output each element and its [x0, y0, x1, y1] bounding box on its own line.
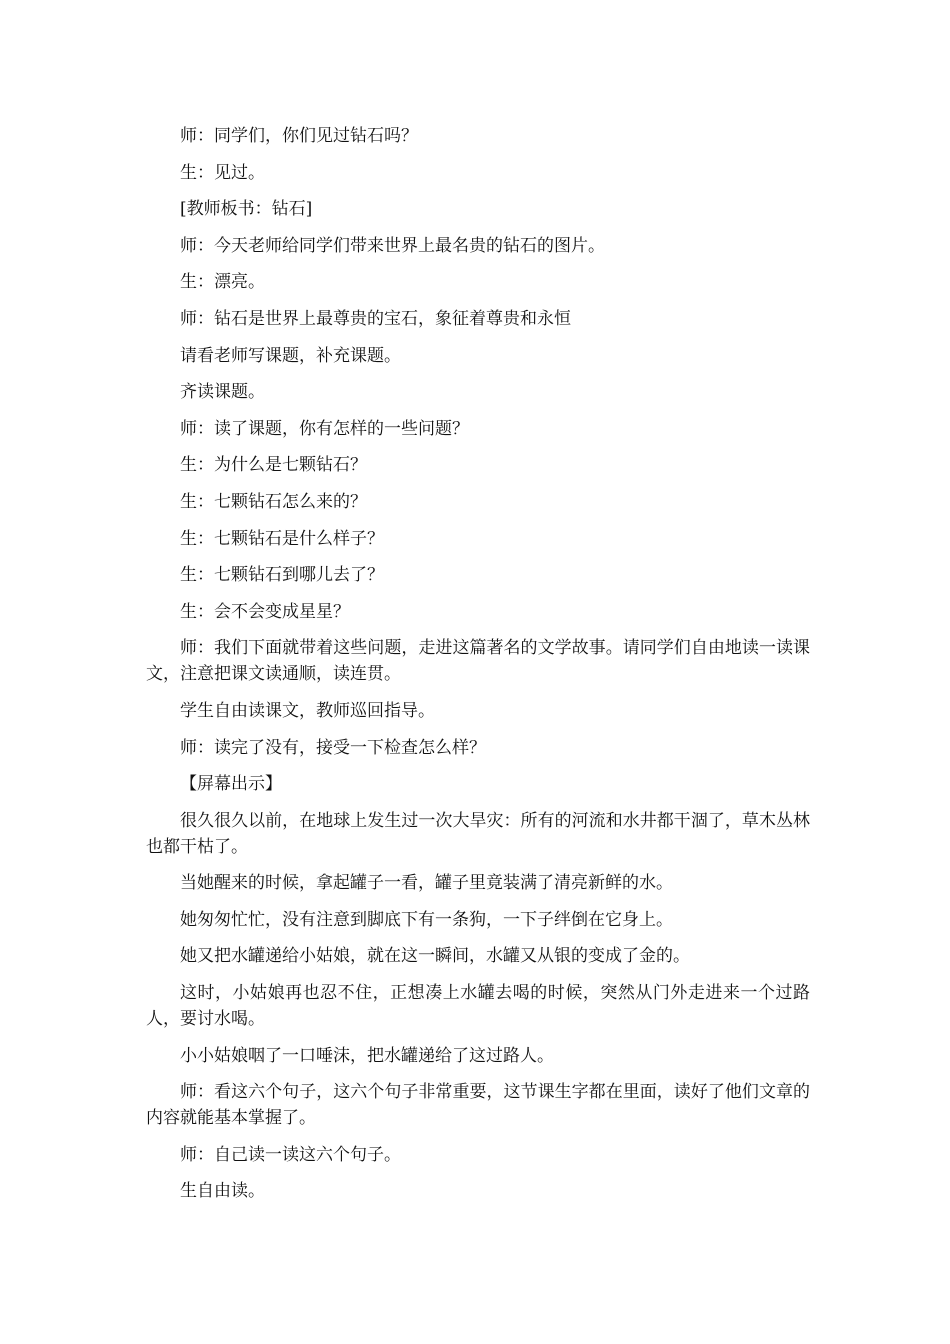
paragraph: 师：同学们，你们见过钻石吗？: [180, 126, 418, 146]
paragraph: 她又把水罐递给小姑娘，就在这一瞬间，水罐又从银的变成了金的。: [180, 946, 690, 967]
paragraph: 生：漂亮。: [180, 272, 265, 293]
paragraph: 生：七颗钻石到哪儿去了？: [180, 565, 384, 586]
paragraph: 生：七颗钻石是什么样子？: [180, 528, 384, 549]
paragraph: 【屏幕出示】: [180, 774, 282, 795]
paragraph: 师：读完了没有，接受一下检查怎么样？: [180, 737, 486, 758]
paragraph: 生：为什么是七颗钻石？: [180, 455, 367, 476]
paragraph: 这时，小姑娘再也忍不住，正想凑上水罐去喝的时候，突然从门外走进来一个过路人，要讨水喝。: [146, 983, 810, 1030]
paragraph: 当她醒来的时候，拿起罐子一看，罐子里竟装满了清亮新鲜的水。: [180, 873, 673, 894]
paragraph: 师：今天老师给同学们带来世界上最名贵的钻石的图片。: [180, 235, 605, 256]
paragraph: 她匆匆忙忙，没有注意到脚底下有一条狗，一下子绊倒在它身上。: [180, 909, 673, 930]
paragraph: 师：我们下面就带着这些问题，走进这篇著名的文学故事。请同学们自由地读一读课文，注意把课文读通顺，读连贯。: [146, 638, 810, 685]
paragraph: 生：七颗钻石怎么来的？: [180, 491, 367, 512]
paragraph: 师：自己读一读这六个句子。: [180, 1144, 401, 1165]
paragraph: 师：读了课题，你有怎样的一些问题？: [180, 418, 469, 439]
paragraph: 齐读课题。: [180, 382, 265, 403]
paragraph: 学生自由读课文，教师巡回指导。: [180, 700, 435, 721]
paragraph: 生：会不会变成星星？: [180, 601, 350, 622]
paragraph: 小小姑娘咽了一口唾沫，把水罐递给了这过路人。: [180, 1045, 554, 1066]
document-body: [146, 123, 810, 1215]
paragraph: 生自由读。: [180, 1181, 265, 1202]
paragraph: 生：见过。: [180, 162, 265, 183]
paragraph: [教师板书：钻石]: [180, 199, 313, 220]
paragraph: 师：看这六个句子，这六个句子非常重要，这节课生字都在里面，读好了他们文章的内容就能基本掌握了。: [146, 1082, 810, 1129]
paragraph: 请看老师写课题，补充课题。: [180, 345, 401, 366]
paragraph: 师：钻石是世界上最尊贵的宝石，象征着尊贵和永恒: [180, 308, 571, 329]
paragraph: 很久很久以前，在地球上发生过一次大旱灾：所有的河流和水井都干涸了，草木丛林也都干枯了。: [146, 810, 810, 857]
